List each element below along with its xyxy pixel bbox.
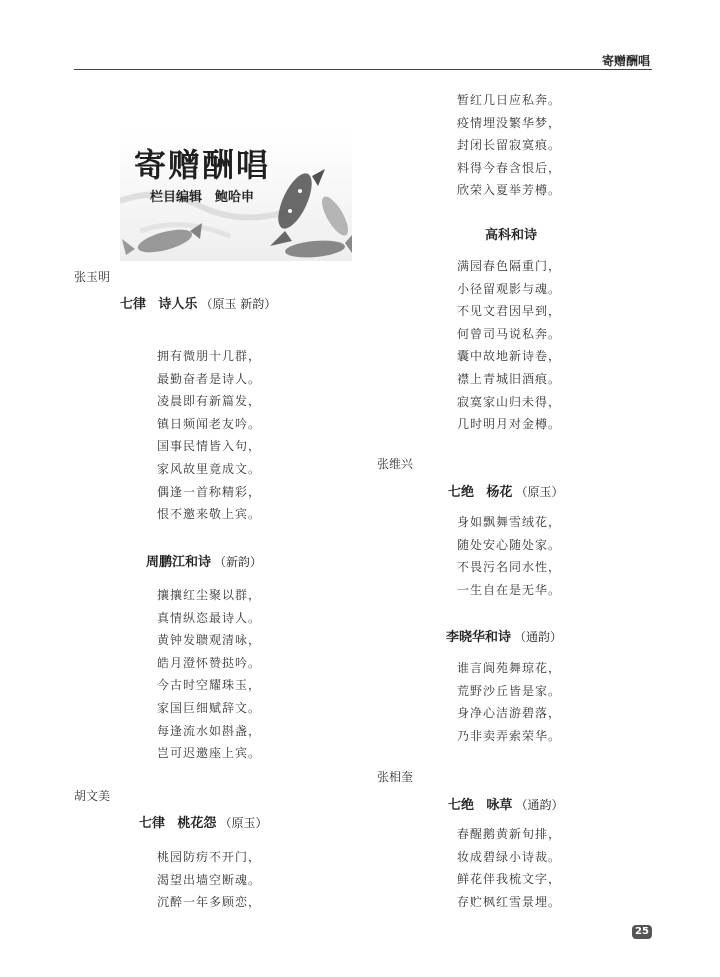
author-zhang-weixing: 张维兴: [377, 457, 414, 471]
poem-line: 妆成碧绿小诗裁。: [457, 849, 562, 864]
poem-name: 李晓华和诗: [446, 630, 512, 645]
poem-body: [457, 255, 561, 436]
poem-line: 不见文君因早到，: [457, 304, 562, 319]
poem-line: 几时明月对金樽。: [457, 417, 562, 432]
poem-line: 身如飘舞雪绒花，: [457, 515, 562, 529]
poem-line: 渴望出墙空断魂。: [157, 872, 262, 887]
poem-name: 诗人乐: [158, 297, 198, 312]
poem-note: （原玉 新韵）: [200, 297, 277, 311]
poem-line: 黄钟发聩观清咏，: [157, 633, 262, 648]
poem-line: 身净心洁游碧落，: [457, 706, 562, 721]
author-hu-wenmei: 胡文美: [74, 789, 111, 803]
poem-line: 岂可迟邀座上宾。: [157, 746, 262, 761]
poem-title: [448, 794, 563, 813]
poem-line: 存贮枫红雪景埋。: [457, 894, 562, 909]
poem-line: 乃非卖弄索荣华。: [457, 728, 562, 743]
poem-line: 囊中故地新诗卷，: [457, 349, 562, 364]
poem-body: [457, 657, 561, 747]
poem-line: 封闭长留寂寞痕。: [457, 138, 562, 153]
poem-line: 一生自在是无华。: [457, 582, 562, 597]
poem-line: 桃园防疠不开门，: [157, 850, 262, 864]
poem-line: 襟上青城旧酒痕。: [457, 371, 562, 386]
poem-name: 杨花: [486, 485, 513, 500]
poem-line: 何曾司马说私奔。: [457, 326, 562, 341]
poem-line: 随处安心随处家。: [457, 537, 562, 552]
poem-note: （新韵）: [214, 555, 263, 569]
poem-line: 满园春色隔重门，: [457, 259, 562, 273]
banner-title: 寄赠酬唱: [134, 146, 271, 184]
poem-form: 七律: [120, 297, 147, 312]
poem-line: 今古时空耀珠玉，: [157, 678, 262, 693]
poem-body-continued: [457, 89, 561, 202]
poem-title: [448, 481, 563, 500]
poem-line: 拥有微朋十几群，: [157, 349, 262, 363]
poem-line: 暂红几日应私奔。: [457, 93, 562, 107]
header-rule: [74, 69, 652, 70]
poem-title: [446, 626, 562, 645]
poem-line: 谁言阆苑舞琼花，: [457, 661, 562, 675]
poem-line: 每逢流水如斟盏，: [157, 723, 262, 738]
poem-line: 鲜花伴我梳文字，: [457, 872, 562, 887]
poem-body: [157, 846, 261, 914]
poem-line: 料得今春含恨后，: [457, 160, 562, 175]
poem-line: 小径留观影与魂。: [457, 281, 562, 296]
poem-line: 疫情埋没繁华梦，: [457, 115, 562, 130]
poem-line: 沉醉一年多顾恋，: [157, 895, 262, 910]
poem-note: （通韵）: [515, 798, 564, 812]
author-zhang-yuming: 张玉明: [74, 270, 111, 284]
poem-name: 桃花怨: [177, 816, 217, 831]
poem-title: [485, 224, 537, 243]
poem-line: 欣荣入夏举芳樽。: [457, 183, 562, 198]
poem-name: 周鹏江和诗: [146, 555, 212, 570]
poem-body: [457, 823, 561, 913]
poem-line: 偶逢一首称精彩，: [157, 484, 262, 499]
poem-note: （通韵）: [514, 630, 563, 644]
poem-line: 最勤奋者是诗人。: [157, 371, 262, 386]
poem-form: 七绝: [448, 485, 475, 500]
poem-line: 不畏污名同水性，: [457, 560, 562, 575]
poem-line: 荒野沙丘皆是家。: [457, 683, 562, 698]
poem-body: [157, 584, 261, 765]
poem-body: [157, 345, 261, 526]
section-header: 寄赠酬唱: [601, 54, 650, 68]
poem-line: 真情纵恣最诗人。: [157, 610, 262, 625]
poem-body: [457, 511, 561, 601]
author-zhang-xiangkui: 张相奎: [377, 770, 414, 784]
poem-line: 攘攘红尘聚以群，: [157, 588, 262, 602]
poem-line: 家风故里竟成文。: [157, 461, 262, 476]
poem-name: 高科和诗: [485, 228, 538, 243]
poem-form: 七绝: [448, 798, 475, 813]
page-number: 25: [632, 925, 652, 939]
banner-editor: 栏目编辑 鲍哈申: [150, 190, 255, 205]
poem-name: 咏草: [486, 798, 513, 813]
poem-title: [146, 551, 262, 570]
poem-form: 七律: [139, 816, 166, 831]
poem-note: （原玉）: [515, 485, 564, 499]
poem-line: 家国巨细赋辞文。: [157, 700, 262, 715]
poem-title: [120, 293, 276, 312]
poem-line: 皓月澄怀赞挞吟。: [157, 655, 262, 670]
poem-title: [139, 812, 267, 831]
poem-line: 镇日频闻老友吟。: [157, 416, 262, 431]
poem-line: 凌晨即有新篇发，: [157, 394, 262, 409]
poem-note: （原玉）: [219, 816, 268, 830]
poem-line: 寂寞家山归未得，: [457, 394, 562, 409]
poem-line: 春醒鹅黄新旬排，: [457, 827, 562, 841]
poem-line: 国事民情皆入句，: [157, 439, 262, 454]
poem-line: 恨不邀来敬上宾。: [157, 507, 262, 522]
